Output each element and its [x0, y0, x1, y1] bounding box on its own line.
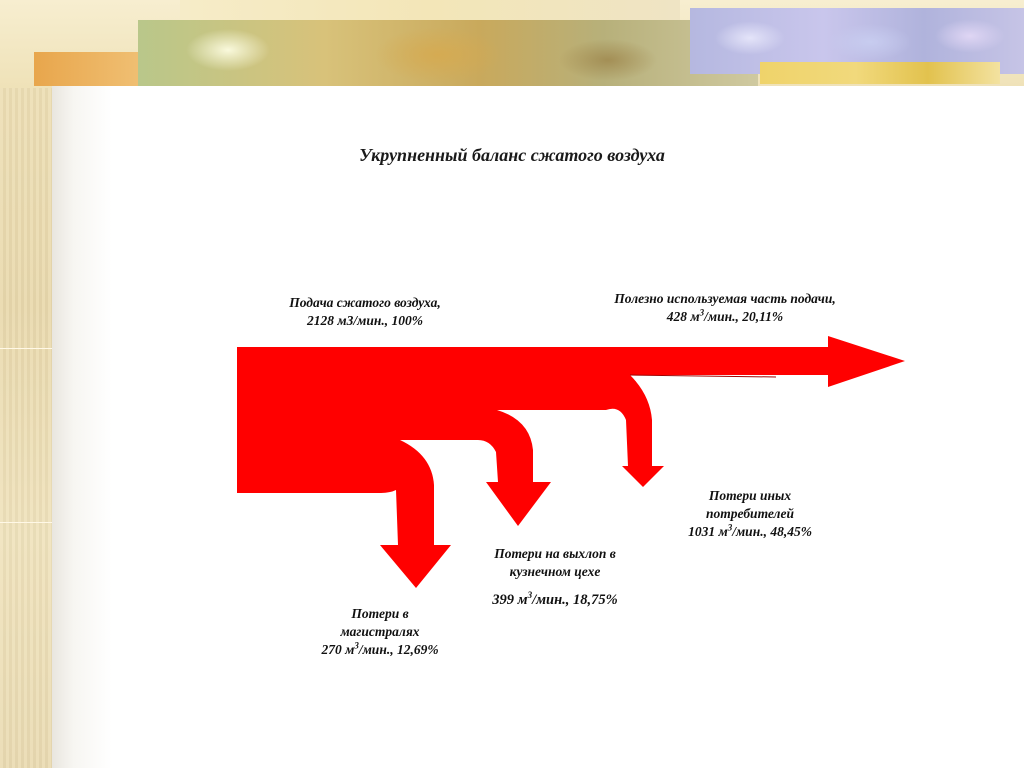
supply-label-line1: Подача сжатого воздуха,	[289, 295, 441, 310]
supply-label	[230, 294, 500, 330]
mains-loss-value	[300, 641, 460, 659]
other-loss-value-suffix: /мин., 48,45%	[732, 524, 812, 539]
other-loss-value-prefix: 1031 м	[688, 524, 728, 539]
mains-loss-line2: магистралях	[340, 624, 420, 639]
other-loss-label	[660, 487, 840, 541]
useful-value-suffix: /мин., 20,11%	[704, 309, 784, 324]
flow-seam	[630, 375, 776, 377]
forge-loss-value	[470, 591, 640, 609]
forge-loss-value-suffix: /мин., 18,75%	[532, 592, 618, 608]
other-loss-line1: Потери иных	[708, 488, 792, 503]
slide-title: Укрупненный баланс сжатого воздуха	[359, 145, 665, 165]
useful-value-prefix: 428 м	[666, 309, 700, 324]
other-loss-line2: потребителей	[706, 506, 794, 521]
forge-loss-value-exp: 3	[527, 590, 533, 601]
useful-label	[570, 290, 880, 326]
useful-label-value	[570, 308, 880, 326]
other-loss-value-exp: 3	[727, 522, 733, 533]
other-loss-value	[660, 523, 840, 541]
forge-loss-label	[470, 545, 640, 609]
mains-loss-value-prefix: 270 м	[321, 642, 355, 657]
useful-label-line1: Полезно используемая часть подачи,	[614, 291, 836, 306]
mains-loss-value-exp: 3	[354, 640, 359, 651]
mains-loss-value-suffix: /мин., 12,69%	[358, 642, 439, 657]
supply-label-line2: 2128 м3/мин., 100%	[307, 313, 423, 328]
useful-value-exp: 3	[699, 307, 705, 318]
forge-loss-value-prefix: 399 м	[492, 592, 528, 608]
forge-loss-line1: Потери на выхлоп в	[494, 546, 616, 561]
mains-loss-label	[300, 605, 460, 659]
forge-loss-line2: кузнечном цехе	[509, 564, 601, 579]
mains-loss-line1: Потери в	[351, 606, 409, 621]
